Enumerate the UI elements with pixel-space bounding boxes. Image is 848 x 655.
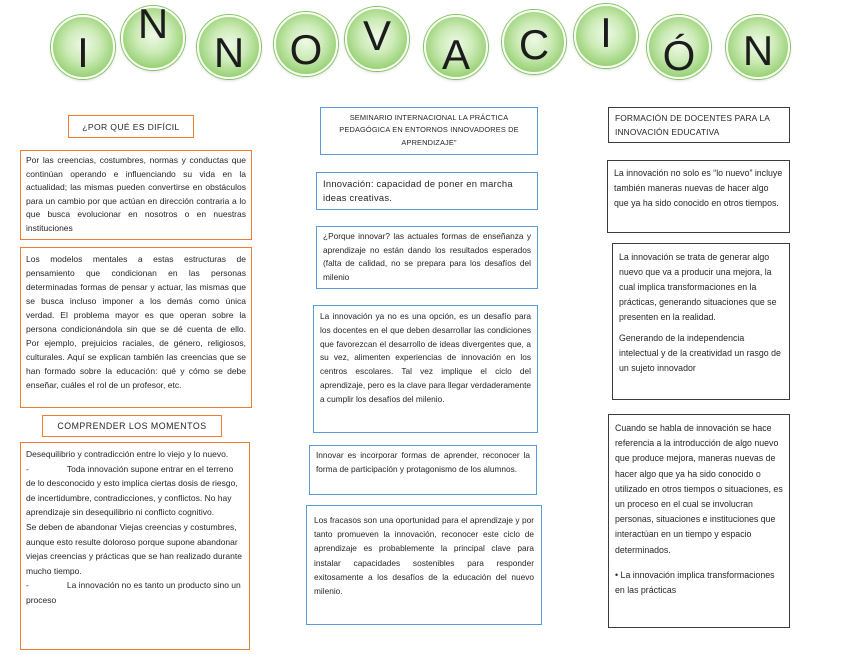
box-text: Innovar es incorporar formas de aprender, reconocer la forma de participación y protagonismo de los alumnos. [316, 450, 530, 474]
moments-box [20, 442, 250, 650]
bullet-item [615, 568, 783, 598]
heading-text: ¿POR QUÉ ES DIFÍCIL [82, 121, 180, 132]
heading-understand-moments [42, 415, 222, 437]
moments-item-text: Toda innovación supone entrar en el terreno de lo desconocido y esto implica ciertas dosis de riesgo, de incertidumbre, contradicciones, y conflictos. No hay aprendizaje sin desequilibrio ni conflicto cognitivo. [26, 463, 238, 518]
title-letter-circle [121, 0, 185, 70]
box-text: ¿Porque innovar? las actuales formas de enseñanza y aprendizaje no están dando los resultados esperados (falta de calidad, no se prepara para los desafíos del milenio [323, 231, 531, 282]
innovation-reference-box [608, 414, 790, 628]
title-letter-circle [574, 4, 638, 68]
innovation-definition-box [316, 172, 538, 210]
box-paragraph: Generando de la independencia intelectual y de la creatividad un rasgo de un sujeto innovador [619, 333, 781, 373]
title-letter: N [213, 29, 245, 76]
bullet-text: La innovación implica transformaciones en las prácticas [615, 569, 775, 596]
title-letter: V [362, 12, 391, 59]
box-text: La innovación no solo es “lo nuevo” incluye también maneras nuevas de hacer algo que ya ha sido conocido en otros tiempos. [614, 168, 783, 208]
title-letter-circle [502, 10, 566, 74]
dash-marker: - [26, 580, 29, 591]
heading-text: FORMACIÓN DE DOCENTES PARA LA INNOVACIÓN EDUCATIVA [615, 113, 770, 137]
title-letter-circle [647, 15, 711, 79]
box-text: Los fracasos son una oportunidad para el aprendizaje y por tanto promueven la innovación, reconocer este ciclo de aprendizaje es probablemente la principal clave para instalar capacidades sostenibles para responder exitosamente a los desafíos de la educación del nuevo milenio. [314, 515, 534, 597]
heading-why-difficult [68, 115, 194, 138]
teacher-training-heading [608, 107, 790, 143]
title-letter: I [600, 9, 612, 56]
failures-opportunity-box [306, 505, 542, 625]
not-only-new-box [607, 160, 790, 233]
box-text: Innovación: capacidad de poner en marcha ideas creativas. [323, 178, 513, 203]
beliefs-box [20, 150, 252, 240]
title-letter-circle [197, 15, 261, 79]
moments-paragraph: Desequilibrio y contradicción entre lo viejo y lo nuevo. [26, 449, 229, 459]
heading-text: SEMINARIO INTERNACIONAL LA PRÁCTICA PEDAGÓGICA EN ENTORNOS INNOVADORES DE APRENDIZAJE” [339, 113, 519, 147]
dash-marker: - [26, 463, 29, 474]
title-letter: I [77, 29, 89, 76]
moments-paragraph: Se deben de abandonar Viejas creencias y costumbres, aunque esto resulte doloroso porque supone abandonar viejas creencias y prácticas que se han realizado durante mucho tiempo. [26, 521, 242, 576]
heading-text: COMPRENDER LOS MOMENTOS [57, 421, 207, 431]
box-paragraph: Cuando se habla de innovación se hace referencia a la introducción de algo nuevo que produce mejora, maneras nuevas de hacer algo que ya ha sido conocido o utilizado en otros tiempos o situaciones, es un proceso en el cual se involucran personas, situaciones e instituciones que interactúan en un tiempo y espacio determinados. [615, 423, 783, 555]
innovacion-title [0, 0, 848, 90]
title-letter-circle [726, 15, 790, 79]
title-letter-circle [274, 12, 338, 76]
title-letter-circle [51, 15, 115, 79]
seminar-heading [320, 107, 538, 155]
innovate-incorporate-box [309, 445, 537, 495]
why-innovate-box [316, 226, 538, 289]
title-letter-circle [345, 7, 409, 71]
box-text: La innovación ya no es una opción, es un desafío para los docentes en el que deben desarrollar las condiciones que favorezcan el desarrollo de ideas divergentes que, a su vez, alimenten experiencias de innovación en los centros escolares. Tal vez implique el ciclo del aprendizaje, pero es la clave para llegar verdaderamente a cumplir los desafíos del milenio. [320, 311, 531, 404]
title-letter: N [742, 27, 774, 74]
title-letter: O [289, 26, 323, 73]
innovation-challenge-box [313, 305, 538, 433]
mental-models-text: Los modelos mentales a estas estructuras de pensamiento que condicionan en las personas determinadas formas de pensar y actuar, las mismas que se busca incluso imponer a los demás como única verdad. El problema mayor es que operan sobre la persona condicionándola sin que se dé cuenta de ello. Por ejemplo, prejuicios raciales, de género, religiosos, culturales. Aquí se explican también las creencias que se han formado sobre la educación: qué y cómo se debe enseñar, cuáles el rol de un profesor, etc. [26, 254, 246, 390]
title-letter: A [441, 31, 470, 78]
beliefs-text: Por las creencias, costumbres, normas y conductas que continúan operando e influenciando su vida en la actualidad; las mismas pueden convertirse en obstáculos para un cambio por que actúan en dirección contraria a lo que busca evolucionar en nosotros o en nuestras instituciones [26, 155, 246, 233]
moments-item-text: La innovación no es tanto un producto sino un proceso [26, 580, 241, 605]
improvement-box [612, 243, 790, 400]
title-letter-circle [424, 15, 488, 79]
moments-list-item [26, 578, 244, 607]
moments-list-item [26, 462, 244, 520]
box-paragraph: La innovación se trata de generar algo nuevo que va a producir una mejora, la cual implica transformaciones en la prácticas, generando situaciones que se presenten en la realidad. [619, 252, 777, 322]
mental-models-box [20, 247, 252, 408]
title-letter: Ó [662, 32, 696, 79]
title-letter: N [137, 0, 169, 47]
title-letter: C [518, 21, 550, 68]
bullet-marker: • [615, 569, 619, 580]
